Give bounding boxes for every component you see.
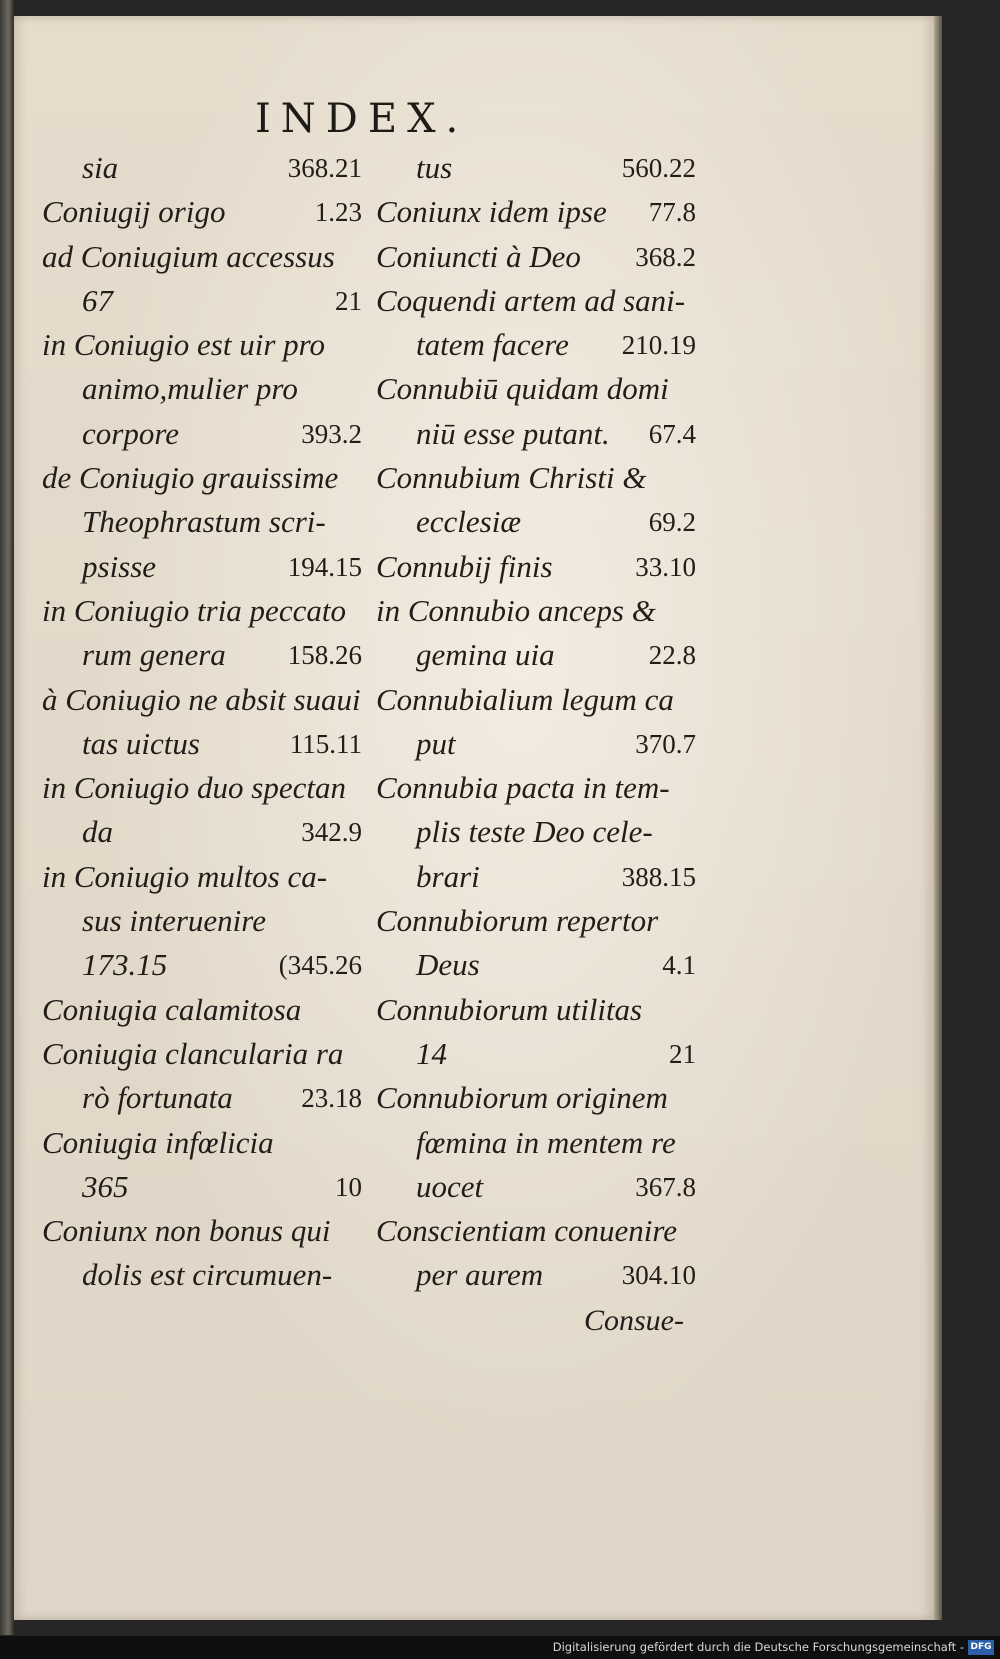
- entry-text: Coniugia infœlicia: [42, 1124, 274, 1160]
- page-reference: 393.2: [301, 418, 362, 449]
- index-entry: [376, 279, 696, 368]
- index-line: [376, 766, 696, 810]
- entry-text: uocet: [416, 1168, 484, 1204]
- index-line: [42, 722, 362, 766]
- entry-text: niū esse putant.: [416, 415, 610, 451]
- index-line: [376, 988, 696, 1032]
- entry-text: Theophrastum scri-: [82, 504, 326, 540]
- index-line: [42, 766, 362, 810]
- index-line: [42, 988, 362, 1032]
- index-line: [376, 235, 696, 279]
- index-line: [42, 589, 362, 633]
- index-line: [376, 500, 696, 544]
- index-entry: [376, 766, 696, 899]
- entry-text: Coniuncti à Deo: [376, 238, 581, 274]
- page-reference: 388.15: [621, 861, 696, 892]
- index-line: [376, 899, 696, 943]
- index-line: [42, 855, 362, 899]
- page-reference: 69.2: [648, 507, 696, 538]
- index-entry: [376, 190, 696, 234]
- index-line: [376, 412, 696, 456]
- entry-text: Connubiorum originem: [376, 1080, 668, 1116]
- page-reference: 210.19: [621, 330, 696, 361]
- entry-text: Connubiorum utilitas: [376, 991, 643, 1027]
- entry-text: rum genera: [82, 637, 226, 673]
- page-reference: 33.10: [635, 551, 696, 582]
- index-line: [42, 456, 362, 500]
- page-edge-shadow: [934, 16, 942, 1620]
- page-reference: 194.15: [287, 551, 362, 582]
- entry-text: ecclesiæ: [416, 504, 522, 540]
- page-reference: 368.2: [635, 241, 696, 272]
- entry-text: 14: [416, 1035, 447, 1071]
- entry-text: plis teste Deo cele-: [416, 814, 653, 850]
- entry-text: tatem facere: [416, 327, 569, 363]
- index-entry: [376, 146, 696, 190]
- entry-text: Coniugia calamitosa: [42, 991, 302, 1027]
- entry-text: Connubium Christi &: [376, 460, 647, 496]
- index-entry: [42, 456, 362, 589]
- index-entry: [376, 899, 696, 988]
- entry-text: Coniunx idem ipse: [376, 194, 607, 230]
- entry-text: Connubiū quidam domi: [376, 371, 669, 407]
- entry-text: per aurem: [416, 1257, 544, 1293]
- index-entry: [42, 1121, 362, 1210]
- index-entry: [376, 456, 696, 545]
- entry-text: fœmina in mentem re: [416, 1124, 676, 1160]
- entry-text: 67: [82, 282, 113, 318]
- page-reference: 560.22: [621, 153, 696, 183]
- page-reference: 370.7: [635, 728, 696, 759]
- page-reference: 4.1: [662, 950, 696, 981]
- page-reference: 21: [669, 1038, 696, 1069]
- page-reference: 1.23: [314, 197, 362, 228]
- index-line: [376, 810, 696, 854]
- entry-text: Conscientiam conuenire: [376, 1213, 678, 1249]
- entry-text: de Coniugio grauissime: [42, 460, 339, 496]
- page-reference: 21: [335, 285, 362, 316]
- index-entry: [376, 367, 696, 456]
- index-line: [376, 456, 696, 500]
- entry-text: brari: [416, 858, 480, 894]
- index-line: [42, 279, 362, 323]
- index-line: [376, 190, 696, 234]
- entry-text: Coquendi artem ad sani-: [376, 282, 686, 318]
- index-line: [376, 589, 696, 633]
- entry-text: Connubialium legum ca: [376, 681, 674, 717]
- index-entry: [376, 678, 696, 767]
- entry-text: da: [82, 814, 113, 850]
- entry-text: Coniugij origo: [42, 194, 226, 230]
- index-entry: [376, 988, 696, 1077]
- entry-text: Connubij finis: [376, 548, 553, 584]
- index-line: [376, 678, 696, 722]
- index-line: [42, 899, 362, 943]
- index-line: [42, 678, 362, 722]
- page-reference: 77.8: [648, 197, 696, 228]
- page-reference: 10: [335, 1171, 362, 1202]
- index-line: [376, 1076, 696, 1120]
- index-line: [42, 367, 362, 411]
- index-entry: [42, 323, 362, 456]
- index-line: [42, 146, 362, 190]
- index-line: [376, 279, 696, 323]
- funding-credit: Digitalisierung gefördert durch die Deutsche Forschungsgemeinschaft -: [552, 1640, 964, 1654]
- page-reference: 342.9: [301, 817, 362, 848]
- index-line: [376, 1165, 696, 1209]
- entry-text: sus interuenire: [82, 903, 266, 939]
- entry-text: put: [416, 725, 456, 761]
- index-entry: [42, 855, 362, 988]
- entry-text: Deus: [416, 947, 480, 983]
- index-line: [42, 500, 362, 544]
- page-reference: 304.10: [621, 1260, 696, 1291]
- page-reference: 158.26: [287, 640, 362, 671]
- index-column-right: [376, 146, 696, 1298]
- entry-text: ad Coniugium accessus: [42, 238, 335, 274]
- index-line: [376, 1209, 696, 1253]
- entry-text: à Coniugio ne absit suaui: [42, 681, 361, 717]
- index-line: [376, 722, 696, 766]
- page-heading: INDEX.: [255, 96, 469, 142]
- index-line: [42, 1165, 362, 1209]
- entry-text: gemina uia: [416, 637, 555, 673]
- adjacent-page-edge: [0, 0, 14, 1635]
- page-reference: 115.11: [289, 728, 362, 759]
- index-line: [376, 545, 696, 589]
- page-reference: 67.4: [648, 418, 696, 449]
- index-line: [376, 1032, 696, 1076]
- dfg-logo: DFG: [968, 1640, 994, 1655]
- index-line: [42, 1076, 362, 1120]
- entry-text: Coniunx non bonus qui: [42, 1213, 331, 1249]
- index-line: [376, 1121, 696, 1165]
- entry-text: in Coniugio duo spectan: [42, 770, 346, 806]
- index-line: [42, 323, 362, 367]
- index-line: [42, 1209, 362, 1253]
- entry-text: corpore: [82, 415, 179, 451]
- index-line: [376, 633, 696, 677]
- page-reference: 23.18: [301, 1083, 362, 1114]
- catchword: Consue-: [584, 1304, 684, 1337]
- index-entry: [42, 589, 362, 678]
- index-entry: [42, 766, 362, 855]
- index-line: [376, 146, 696, 190]
- entry-text: in Connubio anceps &: [376, 592, 656, 628]
- entry-text: rò fortunata: [82, 1080, 233, 1116]
- index-line: [42, 235, 362, 279]
- footer-bar: [0, 1636, 1000, 1659]
- index-entry: [42, 235, 362, 324]
- index-line: [42, 190, 362, 234]
- entry-text: Connubia pacta in tem-: [376, 770, 670, 806]
- index-line: [42, 633, 362, 677]
- entry-text: in Coniugio tria peccato: [42, 592, 346, 628]
- index-entry: [376, 1076, 696, 1209]
- page-reference: 22.8: [648, 640, 696, 671]
- index-line: [376, 943, 696, 987]
- index-entry: [42, 678, 362, 767]
- index-line: [42, 1121, 362, 1165]
- index-entry: [376, 589, 696, 678]
- entry-text: 365: [82, 1168, 129, 1204]
- index-line: [42, 1253, 362, 1297]
- entry-text: animo,mulier pro: [82, 371, 298, 407]
- index-entry: [376, 545, 696, 589]
- entry-text: psisse: [82, 548, 157, 584]
- index-line: [42, 545, 362, 589]
- entry-text: dolis est circumuen-: [82, 1257, 333, 1293]
- index-entry: [376, 1209, 696, 1298]
- entry-text: sia: [82, 150, 119, 185]
- page-reference: 367.8: [635, 1171, 696, 1202]
- entry-text: in Coniugio multos ca-: [42, 858, 328, 894]
- index-line: [42, 943, 362, 987]
- entry-text: Connubiorum repertor: [376, 903, 659, 939]
- index-line: [376, 367, 696, 411]
- entry-text: in Coniugio est uir pro: [42, 327, 326, 363]
- index-column-left: [42, 146, 362, 1298]
- index-entry: [376, 235, 696, 279]
- entry-text: Coniugia clancularia ra: [42, 1035, 344, 1071]
- page-reference: (345.26: [278, 950, 362, 981]
- index-entry: [42, 1032, 362, 1121]
- entry-text: tas uictus: [82, 725, 200, 761]
- index-line: [42, 412, 362, 456]
- index-entry: [42, 190, 362, 234]
- index-line: [42, 1032, 362, 1076]
- index-line: [376, 323, 696, 367]
- page-reference: 368.21: [287, 153, 362, 183]
- index-line: [42, 810, 362, 854]
- index-entry: [42, 988, 362, 1032]
- index-line: [376, 1253, 696, 1297]
- index-entry: [42, 1209, 362, 1298]
- index-entry: [42, 146, 362, 190]
- entry-text: 173.15: [82, 947, 168, 983]
- index-line: [376, 855, 696, 899]
- entry-text: tus: [416, 150, 453, 185]
